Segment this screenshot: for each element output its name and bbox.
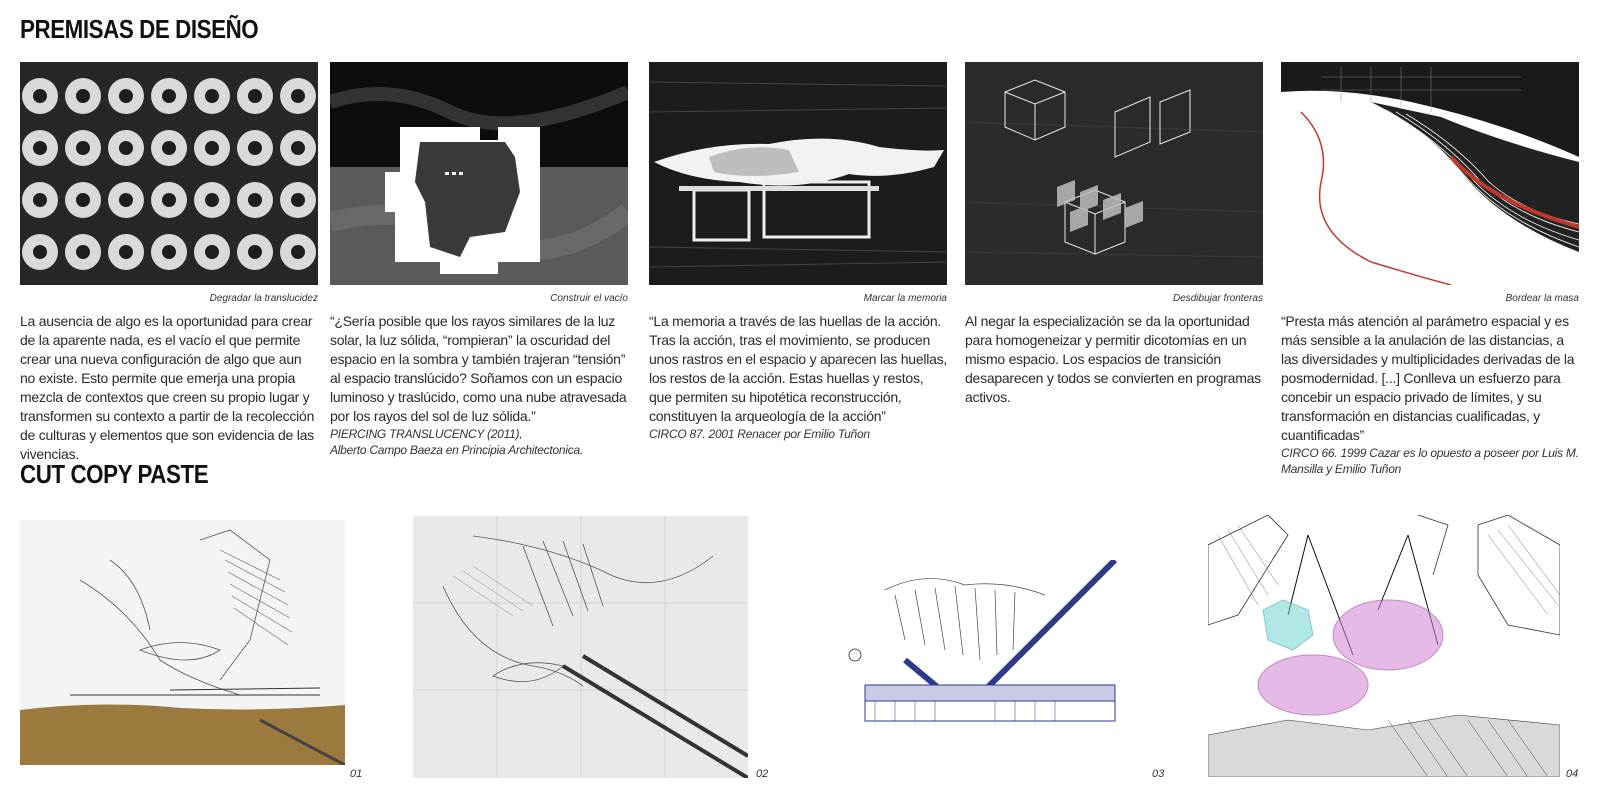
premise-image-2 [330,62,628,285]
premise-image-3 [649,62,947,285]
premise-caption-2: Construir el vacío [550,293,628,304]
collage-image-2 [413,516,748,778]
premise-cite-5: CIRCO 66. 1999 Cazar es lo opuesto a poseer por Luis M. Mansilla y Emilio Tuñon [1281,446,1579,476]
collage-number-3: 03 [1152,768,1165,780]
collage-image-3 [845,560,1130,745]
premise-caption-3: Marcar la memoria [863,293,947,304]
collage-number-2: 02 [756,768,769,780]
premise-caption-5: Bordear la masa [1505,293,1579,304]
premise-text-1: La ausencia de algo es la oportunidad para crear de la aparente nada, es el vacío el que permite crear una nueva configuración de algo que aun no existe. Esto permite que emerja una propia mezcla de contextos que creen su propio lugar y transformen su contexto a partir de la recolección de culturas y elementos que son evidencia de las vivencias. [20,313,315,462]
premise-cite-3: CIRCO 87. 2001 Renacer por Emilio Tuñon [649,427,870,441]
collage-image-4 [1208,515,1560,777]
premise-text-2: “¿Sería posible que los rayos similares de la luz solar, la luz sólida, “rompieran” la oscuridad del espacio en la sombra y también trajeran “tensión” al espacio translúcido? Soñamos con un espacio luminoso y traslúcido, como una nube atravesada por los rayos del sol de luz sólida.” PIERCING TRANSLUCENCY (2011), Alberto Campo Baeza en Principia Architectonica. [330,312,630,458]
heading-cut-copy-paste: CUT COPY PASTE [20,459,209,489]
premise-image-5 [1281,62,1579,285]
premise-image-4 [965,62,1263,285]
premise-caption-4: Desdibujar fronteras [1172,293,1263,304]
premise-image-1 [20,62,318,285]
premise-text-5: “Presta más atención al parámetro espacial y es más sensible a la anulación de las distancias, a las diversidades y multiplicidades derivadas de la posmodernidad. [...] Conlleva un esfuerzo para concebir un espacio privado de límites, y su transformación en distancias cualificadas, y cuantificadas” CIRCO 66. 1999 Cazar es lo opuesto a poseer por Luis M. Mansilla y Emilio Tuñon [1281,312,1581,477]
premise-cite-2: PIERCING TRANSLUCENCY (2011), Alberto Campo Baeza en Principia Architectonica. [330,427,584,457]
heading-premisas: PREMISAS DE DISEÑO [20,14,259,44]
collage-number-4: 04 [1566,768,1579,780]
premise-text-3: “La memoria a través de las huellas de la acción. Tras la acción, tras el movimiento, se producen unos rastros en el espacio y aparecen las huellas, los restos de la acción. Estas huellas y restos, que permiten su hipotética reconstrucción, constituyen la arqueología de la acción” CIRCO 87. 2001 Renacer por Emilio Tuñon [649,313,948,441]
collage-image-1 [20,520,345,765]
premise-caption-1: Degradar la translucidez [209,293,318,304]
premise-text-4: Al negar la especialización se da la oportunidad para homogeneizar y permitir dicotomías en un mismo espacio. Los espacios de transición desaparecen y todos se convierten en programas activos. [965,313,1261,405]
collage-number-1: 01 [350,768,363,780]
